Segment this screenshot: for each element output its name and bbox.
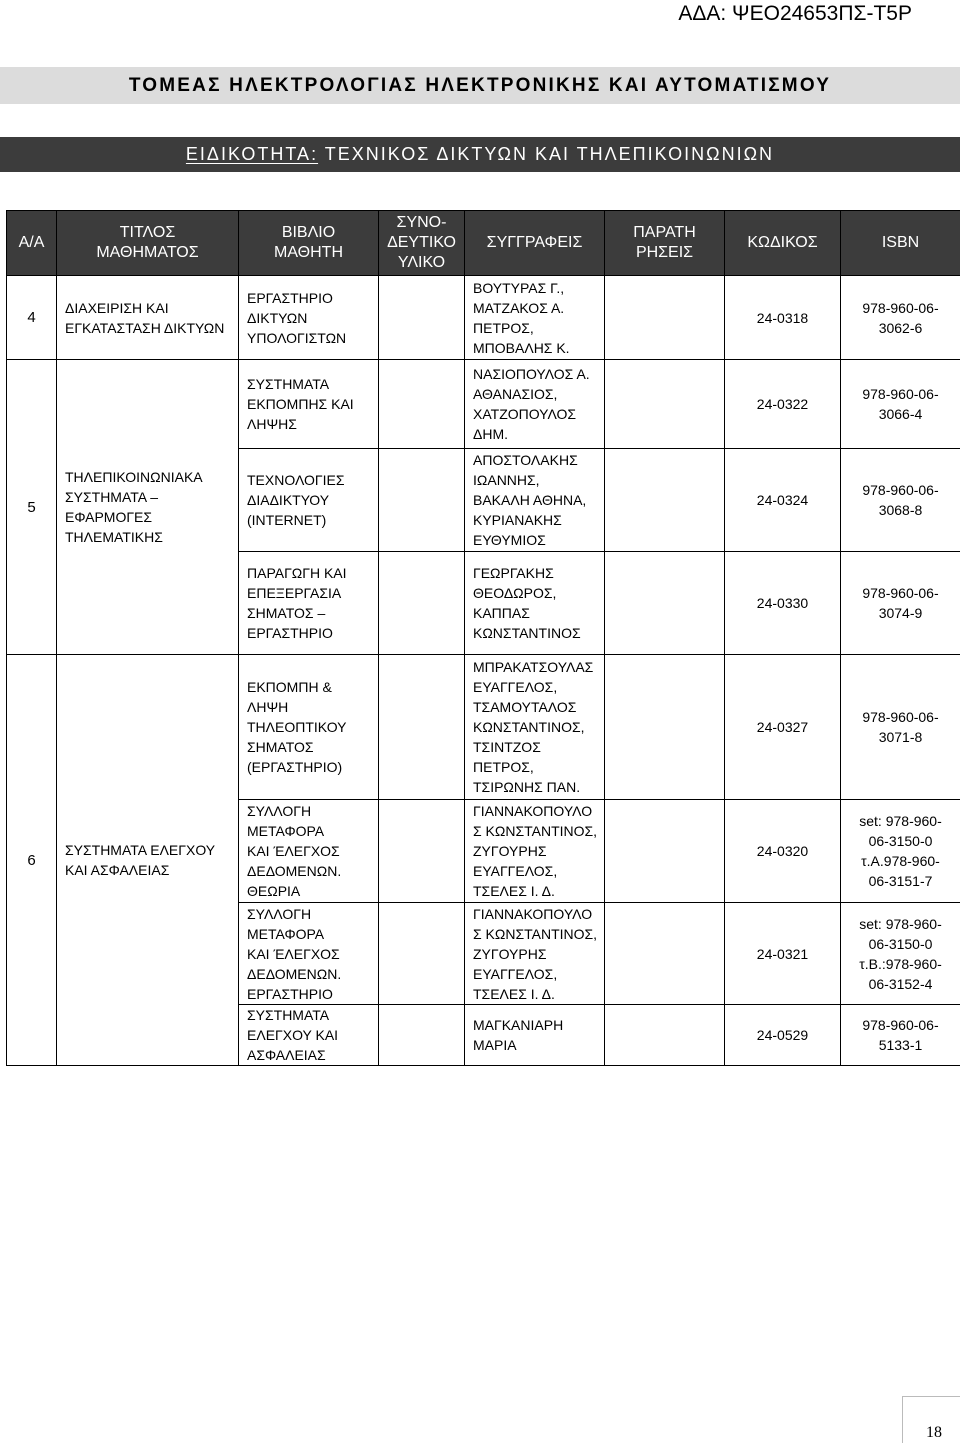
isbn: 978-960-06-3071-8: [841, 655, 960, 800]
textbook-table: [6, 210, 960, 1066]
isbn: 978-960-06-3066-4: [841, 360, 960, 449]
sector-title: ΤΟΜΕΑΣ ΗΛΕΚΤΡΟΛΟΓΙΑΣ ΗΛΕΚΤΡΟΝΙΚΗΣ ΚΑΙ ΑΥΤΟΜΑΤΙΣΜΟΥ: [129, 75, 831, 97]
row-aa: 5: [7, 360, 57, 655]
aux-material: [379, 1005, 465, 1066]
student-book: ΕΚΠΟΜΠΗ & ΛΗΨΗ ΤΗΛΕΟΠΤΙΚΟΥ ΣΗΜΑΤΟΣ (ΕΡΓΑΣΤΗΡΙΟ): [239, 655, 379, 800]
specialty-band: [0, 137, 960, 172]
header-aux: ΣΥΝΟ-ΔΕΥΤΙΚΟ ΥΛΙΚΟ: [379, 211, 465, 276]
student-book: ΤΕΧΝΟΛΟΓΙΕΣ ΔΙΑΔΙΚΤΥΟΥ (INTERNET): [239, 449, 379, 552]
student-book: ΠΑΡΑΓΩΓΗ ΚΑΙ ΕΠΕΞΕΡΓΑΣΙΑ ΣΗΜΑΤΟΣ – ΕΡΓΑΣΤΗΡΙΟ: [239, 552, 379, 655]
header-title: ΤΙΤΛΟΣ ΜΑΘΗΜΑΤΟΣ: [57, 211, 239, 276]
row-aa: 6: [7, 655, 57, 1066]
table-row: [7, 276, 960, 360]
student-book: ΣΥΛΛΟΓΗ ΜΕΤΑΦΟΡΑ ΚΑΙ ΈΛΕΓΧΟΣ ΔΕΔΟΜΕΝΩΝ. ΘΕΩΡΙΑ: [239, 800, 379, 903]
isbn: 978-960-06-3062-6: [841, 276, 960, 360]
isbn: 978-960-06-3074-9: [841, 552, 960, 655]
authors: ΓΙΑΝΝΑΚΟΠΟΥΛΟ Σ ΚΩΝΣΤΑΝΤΙΝΟΣ, ΖΥΓΟΥΡΗΣ ΕΥΑΓΓΕΛΟΣ, ΤΣΕΛΕΣ Ι. Δ.: [465, 903, 605, 1005]
table-row: [7, 655, 960, 800]
aux-material: [379, 800, 465, 903]
student-book: ΣΥΣΤΗΜΑΤΑ ΕΛΕΓΧΟΥ ΚΑΙ ΑΣΦΑΛΕΙΑΣ: [239, 1005, 379, 1066]
isbn: set: 978-960-06-3150-0 τ.Α.978-960-06-3151-7: [841, 800, 960, 903]
notes: [605, 800, 725, 903]
book-code: 24-0324: [725, 449, 841, 552]
header-notes: ΠΑΡΑΤΗ ΡΗΣΕΙΣ: [605, 211, 725, 276]
isbn: 978-960-06-5133-1: [841, 1005, 960, 1066]
authors: ΜΑΓΚΑΝΙΑΡΗ ΜΑΡΙΑ: [465, 1005, 605, 1066]
table-row: [7, 360, 960, 449]
notes: [605, 1005, 725, 1066]
authors: ΓΙΑΝΝΑΚΟΠΟΥΛΟ Σ ΚΩΝΣΤΑΝΤΙΝΟΣ, ΖΥΓΟΥΡΗΣ ΕΥΑΓΓΕΛΟΣ, ΤΣΕΛΕΣ Ι. Δ.: [465, 800, 605, 903]
student-book: ΣΥΣΤΗΜΑΤΑ ΕΚΠΟΜΠΗΣ ΚΑΙ ΛΗΨΗΣ: [239, 360, 379, 449]
header-aa: Α/Α: [7, 211, 57, 276]
book-code: 24-0318: [725, 276, 841, 360]
book-code: 24-0529: [725, 1005, 841, 1066]
book-code: 24-0327: [725, 655, 841, 800]
notes: [605, 552, 725, 655]
aux-material: [379, 903, 465, 1005]
header-code: ΚΩΔΙΚΟΣ: [725, 211, 841, 276]
authors: ΒΟΥΤΥΡΑΣ Γ., ΜΑΤΖΑΚΟΣ Α. ΠΕΤΡΟΣ, ΜΠΟΒΑΛΗΣ Κ.: [465, 276, 605, 360]
isbn: set: 978-960-06-3150-0 τ.Β.:978-960-06-3152-4: [841, 903, 960, 1005]
aux-material: [379, 360, 465, 449]
aux-material: [379, 276, 465, 360]
student-book: ΣΥΛΛΟΓΗ ΜΕΤΑΦΟΡΑ ΚΑΙ ΈΛΕΓΧΟΣ ΔΕΔΟΜΕΝΩΝ. ΕΡΓΑΣΤΗΡΙΟ: [239, 903, 379, 1005]
course-title: ΣΥΣΤΗΜΑΤΑ ΕΛΕΓΧΟΥ ΚΑΙ ΑΣΦΑΛΕΙΑΣ: [57, 655, 239, 1066]
notes: [605, 903, 725, 1005]
ada-stamp: ΑΔΑ: ΨΕΟ24653ΠΣ-Τ5Ρ: [678, 2, 912, 26]
authors: ΜΠΡΑΚΑΤΣΟΥΛΑΣ ΕΥΑΓΓΕΛΟΣ, ΤΣΑΜΟΥΤΑΛΟΣ ΚΩΝΣΤΑΝΤΙΝΟΣ, ΤΣΙΝΤΖΟΣ ΠΕΤΡΟΣ, ΤΣΙΡΩΝΗΣ ΠΑΝ.: [465, 655, 605, 800]
book-code: 24-0322: [725, 360, 841, 449]
authors: ΓΕΩΡΓΑΚΗΣ ΘΕΟΔΩΡΟΣ, ΚΑΠΠΑΣ ΚΩΝΣΤΑΝΤΙΝΟΣ: [465, 552, 605, 655]
course-title: ΤΗΛΕΠΙΚΟΙΝΩΝΙΑΚΑ ΣΥΣΤΗΜΑΤΑ – ΕΦΑΡΜΟΓΕΣ ΤΗΛΕΜΑΤΙΚΗΣ: [57, 360, 239, 655]
row-aa: 4: [7, 276, 57, 360]
sector-title-band: [0, 67, 960, 104]
book-code: 24-0320: [725, 800, 841, 903]
header-book: ΒΙΒΛΙΟ ΜΑΘΗΤΗ: [239, 211, 379, 276]
notes: [605, 360, 725, 449]
notes: [605, 655, 725, 800]
specialty-label: ΕΙΔΙΚΟΤΗΤΑ:: [186, 144, 318, 165]
course-title: ΔΙΑΧΕΙΡΙΣΗ ΚΑΙ ΕΓΚΑΤΑΣΤΑΣΗ ΔΙΚΤΥΩΝ: [57, 276, 239, 360]
aux-material: [379, 655, 465, 800]
header-authors: ΣΥΓΓΡΑΦΕΙΣ: [465, 211, 605, 276]
student-book: ΕΡΓΑΣΤΗΡΙΟ ΔΙΚΤΥΩΝ ΥΠΟΛΟΓΙΣΤΩΝ: [239, 276, 379, 360]
specialty-value: ΤΕΧΝΙΚΟΣ ΔΙΚΤΥΩΝ ΚΑΙ ΤΗΛΕΠΙΚΟΙΝΩΝΙΩΝ: [318, 144, 774, 165]
book-code: 24-0321: [725, 903, 841, 1005]
header-isbn: ISBN: [841, 211, 960, 276]
page-number: 18: [926, 1424, 942, 1442]
authors: ΑΠΟΣΤΟΛΑΚΗΣ ΙΩΑΝΝΗΣ, ΒΑΚΑΛΗ ΑΘΗΝΑ, ΚΥΡΙΑΝΑΚΗΣ ΕΥΘΥΜΙΟΣ: [465, 449, 605, 552]
aux-material: [379, 552, 465, 655]
book-code: 24-0330: [725, 552, 841, 655]
aux-material: [379, 449, 465, 552]
header-row: [7, 211, 960, 276]
notes: [605, 276, 725, 360]
notes: [605, 449, 725, 552]
isbn: 978-960-06-3068-8: [841, 449, 960, 552]
authors: ΝΑΣΙΟΠΟΥΛΟΣ Α. ΑΘΑΝΑΣΙΟΣ, ΧΑΤΖΟΠΟΥΛΟΣ ΔΗΜ.: [465, 360, 605, 449]
